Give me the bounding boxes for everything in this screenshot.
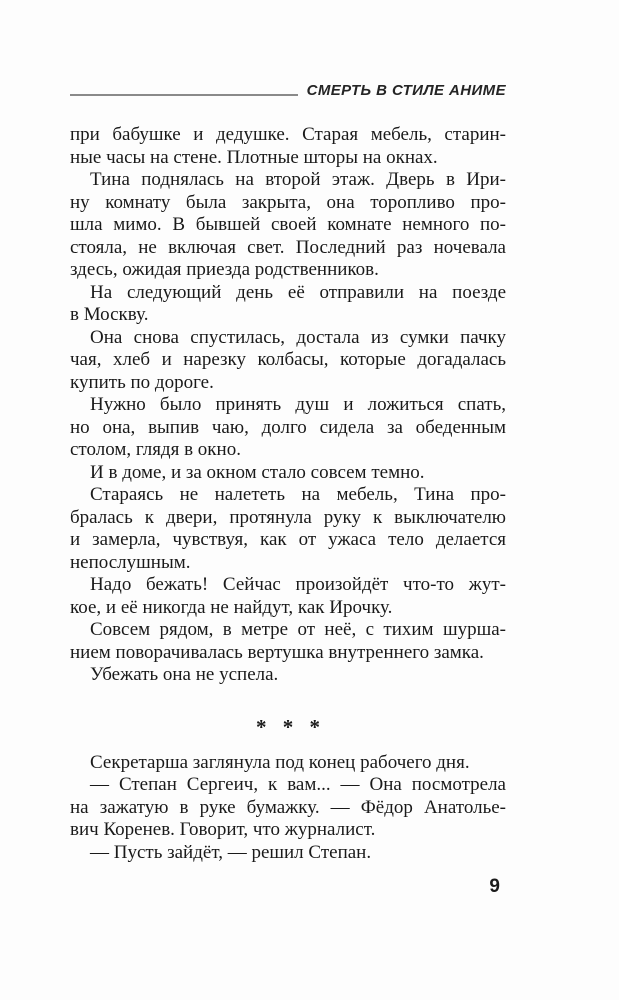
text-line: Убежать она не успела. <box>90 664 279 685</box>
text-line: ные часы на стене. Плотные шторы на окнах. <box>70 146 438 168</box>
text-line: На следующий день её отправили на поезде <box>90 281 506 303</box>
text-line: здесь, ожидая приезда родственников. <box>70 259 379 280</box>
text-line: ну комнату была закрыта, она торопливо про- <box>70 191 506 213</box>
text-line: кое, и её никогда не найдут, как Ирочку. <box>70 596 393 618</box>
text-line: — Пусть зайдёт, — решил Степан. <box>90 841 372 863</box>
text-line: — Степан Сергеич, к вам... — Она посмотрела <box>90 774 506 795</box>
text-line: И в доме, и за окном стало совсем темно. <box>90 461 425 483</box>
paragraph <box>70 619 506 664</box>
paragraph <box>70 484 506 574</box>
text-line: но она, выпив чаю, долго сидела за обеденным <box>70 416 506 438</box>
text-line: Совсем рядом, в метре от неё, с тихим шурша- <box>90 619 506 640</box>
book-title: СМЕРТЬ В СТИЛЕ АНИМЕ <box>306 82 506 99</box>
paragraph <box>70 574 506 619</box>
text-line: в Москву. <box>70 304 149 325</box>
text-line: непослушным. <box>70 551 191 573</box>
paragraph <box>70 664 506 687</box>
page-number: 9 <box>489 876 500 897</box>
text-line: Стараясь не налететь на мебель, Тина про- <box>90 484 506 505</box>
paragraph <box>70 169 506 282</box>
text-line: Секретарша заглянула под конец рабочего дня. <box>90 751 470 773</box>
paragraph <box>70 282 506 327</box>
section-break <box>70 687 506 752</box>
section-break-asterisks: * * * <box>256 714 320 739</box>
body-text <box>70 124 506 864</box>
text-line: Тина поднялась на второй этаж. Дверь в Ири- <box>90 169 506 190</box>
text-line: вич Коренев. Говорит, что журналист. <box>70 819 376 840</box>
text-line: Надо бежать! Сейчас произойдёт что-то жут- <box>90 574 506 595</box>
paragraph <box>70 462 506 485</box>
text-line: при бабушке и дедушке. Старая мебель, старин- <box>70 124 506 145</box>
header-rule <box>70 94 298 96</box>
paragraph <box>70 774 506 842</box>
text-line: шла мимо. В бывшей своей комнате немного по- <box>70 214 506 235</box>
text-line: и замерла, чувствуя, как от ужаса тело делается <box>70 529 506 550</box>
text-line: Она снова спустилась, достала из сумки пачку <box>90 326 506 348</box>
text-line: чая, хлеб и нарезку колбасы, которые догадалась <box>70 349 506 370</box>
paragraph <box>70 394 506 462</box>
text-line: бралась к двери, протянула руку к выключателю <box>70 506 506 528</box>
text-line: на зажатую в руке бумажку. — Фёдор Анатолье- <box>70 796 506 818</box>
text-line: столом, глядя в окно. <box>70 439 241 460</box>
text-line: Нужно было принять душ и ложиться спать, <box>90 394 506 415</box>
text-line: купить по дороге. <box>70 371 214 393</box>
paragraph <box>70 124 506 169</box>
paragraph <box>70 842 506 865</box>
running-head <box>70 82 506 99</box>
text-line: нием поворачивалась вертушка внутреннего замка. <box>70 641 484 663</box>
paragraph <box>70 752 506 775</box>
text-line: стояла, не включая свет. Последний раз ночевала <box>70 236 506 258</box>
paragraph <box>70 327 506 395</box>
